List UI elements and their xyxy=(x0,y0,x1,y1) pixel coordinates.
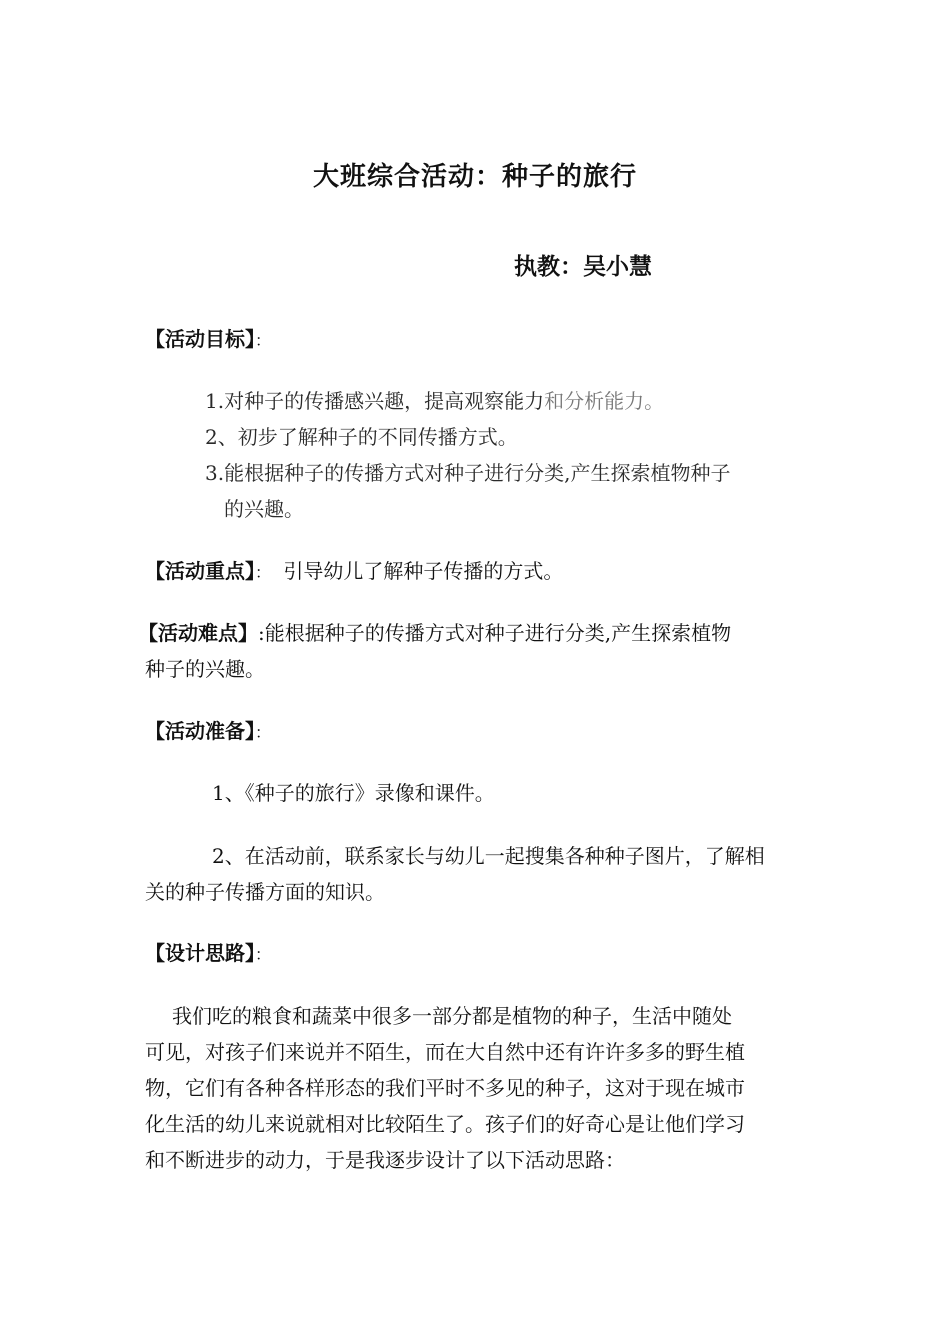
objective-item-1-tail: 和分析能力。 xyxy=(544,389,665,413)
preparation-item-1: 1、《种子的旅行》录像和课件。 xyxy=(212,781,495,805)
preparation-colon: ： xyxy=(255,723,272,742)
preparation-heading-line xyxy=(145,713,271,751)
difficulty-text-cont: 种子的兴趣。 xyxy=(145,657,265,681)
design-paragraph-line-4: 化生活的幼儿来说就相对比较陌生了。孩子们的好奇心是让他们学习 xyxy=(145,1112,745,1136)
objectives-colon: ： xyxy=(255,331,272,350)
objectives-heading: 【活动目标】 xyxy=(145,327,255,351)
key-point-colon: ： xyxy=(255,563,272,582)
objective-item-1 xyxy=(205,383,664,419)
design-paragraph-line-5: 和不断进步的动力，于是我逐步设计了以下活动思路： xyxy=(145,1148,625,1172)
key-point-heading: 【活动重点】 xyxy=(145,559,255,583)
design-paragraph-line-3: 物，它们有各种各样形态的我们平时不多见的种子，这对于现在城市 xyxy=(145,1076,745,1100)
design-colon: ： xyxy=(255,945,272,964)
objective-item-2: 2、初步了解种子的不同传播方式。 xyxy=(205,425,518,449)
preparation-item-2: 2、在活动前，联系家长与幼儿一起搜集各种种子图片，了解相 xyxy=(212,844,765,868)
preparation-item-2-cont: 关的种子传播方面的知识。 xyxy=(145,880,385,904)
objective-item-3-cont: 的兴趣。 xyxy=(224,497,304,521)
design-heading-line xyxy=(145,935,271,973)
difficulty-text: :能根据种子的传播方式对种子进行分类,产生探索植物 xyxy=(258,621,732,645)
difficulty-line xyxy=(138,615,731,651)
preparation-heading: 【活动准备】 xyxy=(145,719,255,743)
objective-item-3: 3.能根据种子的传播方式对种子进行分类,产生探索植物种子 xyxy=(205,461,731,485)
objectives-heading-line xyxy=(145,321,271,359)
key-point-line xyxy=(145,553,563,591)
objective-item-1-text: 1.对种子的传播感兴趣，提高观察能力 xyxy=(205,389,545,413)
key-point-text: 引导幼儿了解种子传播的方式。 xyxy=(283,559,564,583)
design-paragraph-line-2: 可见，对孩子们来说并不陌生，而在大自然中还有许许多多的野生植 xyxy=(145,1040,745,1064)
document-title: 大班综合活动：种子的旅行 xyxy=(312,162,637,192)
design-heading: 【设计思路】 xyxy=(145,941,255,965)
difficulty-heading: 【活动难点】 xyxy=(138,621,258,645)
author-line: 执教：吴小慧 xyxy=(514,254,652,280)
design-paragraph-line-1: 我们吃的粮食和蔬菜中很多一部分都是植物的种子，生活中随处 xyxy=(172,1004,732,1028)
